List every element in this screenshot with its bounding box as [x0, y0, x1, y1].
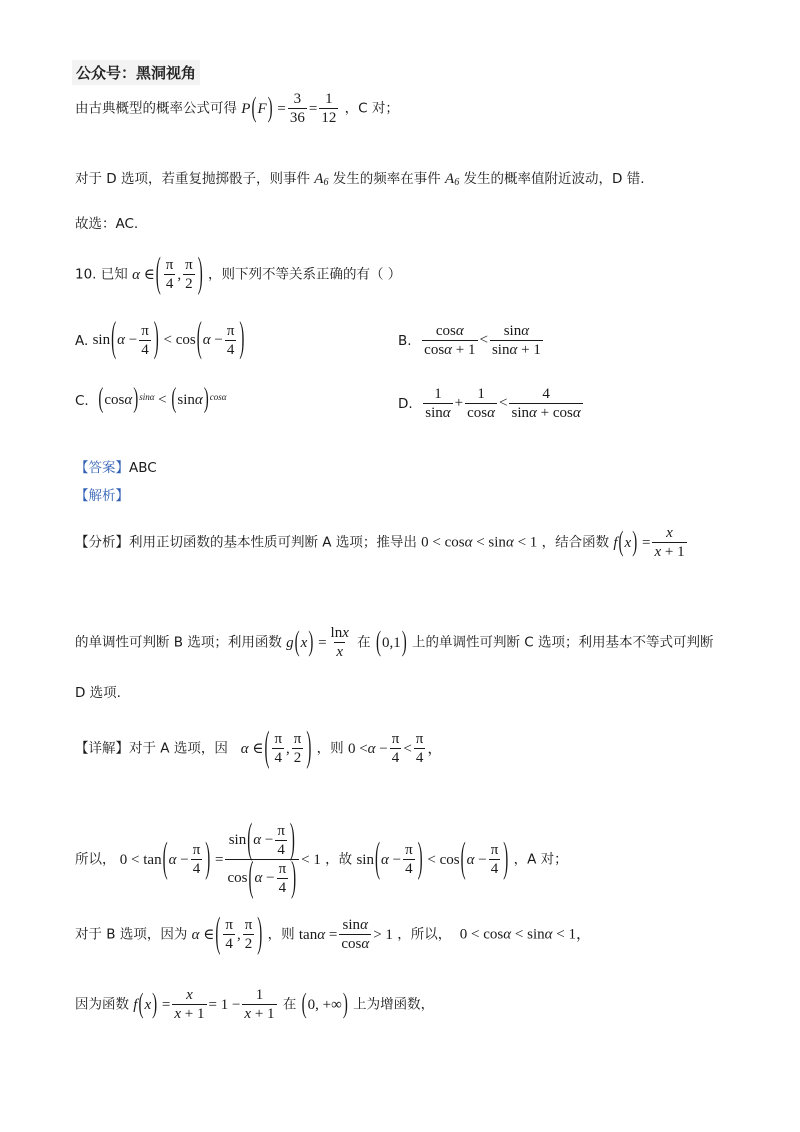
event-a6: $A_6$ — [445, 171, 460, 188]
text-segment: ，A 对； — [513, 851, 568, 868]
probability-line — [75, 90, 399, 127]
text-segment: 发生的概率值附近波动，D 错. — [463, 171, 645, 187]
option-label: D. — [398, 395, 413, 412]
watermark-header: 公众号：黑洞视角 — [72, 60, 200, 85]
option-label: A. — [75, 332, 89, 349]
text-segment: 所以， — [75, 851, 116, 868]
formula-cos-sin-bound: 0 < cosα < sinα < 1 — [421, 534, 538, 551]
detail-line-3 — [75, 912, 591, 957]
text-segment: 上的单调性可判断 C 选项；利用基本不等式可判断 — [412, 634, 714, 651]
option-label: C. — [75, 392, 89, 409]
text-segment: 对于 D 选项，若重复抛掷骰子，则事件 — [75, 171, 310, 187]
analysis-line-2 — [75, 624, 714, 661]
text-segment: 在 — [282, 996, 297, 1013]
formula-cos-sin-bound: 0 < cosα < sinα < 1， — [459, 926, 591, 943]
formula-interval-0-inf: (0, +∞) — [301, 989, 348, 1021]
formula-tan: 0 < tan ( α − $\frac{\pi}{4}$ ) = sin(α − $\frac{\pi}{4}$ ) cos(α − $\frac{\pi}{4}$ ) < 1 — [119, 818, 321, 901]
answer-label: 【答案】 — [75, 460, 129, 476]
text-segment: 【分析】利用正切函数的基本性质可判断 A 选项；推导出 — [75, 534, 417, 551]
text-segment: 【详解】对于 A 选项，因 — [75, 740, 228, 757]
text-segment: 因为函数 — [75, 996, 129, 1013]
detail-line-2 — [75, 818, 568, 901]
formula-tan-alpha: tan α = $\frac{\sin\alpha}{\cos\alpha}$ > 1 — [298, 917, 393, 952]
text-segment: ，C 对； — [344, 100, 399, 117]
answer-line — [75, 459, 157, 477]
formula-option-d: $\frac{1}{\sin\alpha}$ + $\frac{1}{\cos\alpha}$ < $\frac{4}{\sin\alpha + \cos\alpha}$ — [425, 386, 581, 421]
choice-line: 故选：AC. — [75, 216, 139, 232]
text-segment: ，结合函数 — [541, 534, 610, 551]
analysis-label: 【解析】 — [75, 488, 129, 504]
formula-interval-01: (0,1) — [375, 627, 407, 659]
option-a — [75, 316, 245, 362]
analysis-line-3: D 选项. — [75, 685, 121, 701]
formula-option-a: sin ( α − $\frac{\pi}{4}$ ) < cos ( α − $\frac{\pi}{4}$ ) — [356, 837, 509, 882]
formula-pf: P ( F ) = $\frac{3}{36}$ = $\frac{1}{12}$ — [241, 91, 337, 126]
text-segment: 的单调性可判断 B 选项；利用函数 — [75, 634, 282, 651]
text-segment: ，所以， — [397, 926, 452, 943]
text-segment: ，则下列不等关系正确的有（ ） — [208, 266, 402, 283]
analysis-line-1 — [75, 524, 689, 561]
formula-option-a: sin ( α − $\frac{\pi}{4}$ ) < cos ( α − $\frac{\pi}{4}$ ) — [92, 316, 245, 362]
detail-line-1 — [75, 726, 443, 771]
text-segment: ，则 — [316, 740, 344, 757]
event-a6: $A_6$ — [314, 171, 329, 188]
option-d — [398, 385, 585, 422]
detail-line-4 — [75, 986, 434, 1023]
text-segment: 10. 已知 — [75, 266, 128, 283]
formula-option-c: ( cos α ) sinα < ( sin α ) cosα — [98, 384, 227, 415]
option-label: B. — [398, 332, 412, 349]
text-segment: 在 — [357, 634, 371, 651]
formula-option-b: $\frac{\cos\alpha}{\cos\alpha + 1}$ < $\frac{\sin\alpha}{\sin\alpha + 1}$ — [424, 323, 541, 358]
formula-f-x: f ( x ) = $\frac{x}{x + 1}$ — [613, 525, 685, 560]
text-segment: 对于 B 选项，因为 — [75, 926, 188, 943]
answer-value: ABC — [129, 460, 157, 476]
formula-alpha-range: α ∈ ( $\frac{\pi}{4}$ , $\frac{\pi}{2}$ ) — [240, 726, 312, 771]
option-b — [398, 322, 545, 359]
option-c — [75, 384, 227, 415]
formula-f-x-expanded: f ( x ) = $\frac{x}{x + 1}$ = 1 − $\frac{1}{x + 1}$ — [133, 987, 275, 1022]
text-segment: 上为增函数， — [353, 996, 435, 1013]
text-segment: ，故 — [325, 851, 353, 868]
text-segment: 发生的频率在事件 — [332, 171, 441, 187]
text-segment: 由古典概型的概率公式可得 — [75, 100, 237, 117]
formula-alpha-minus-pi4: 0 < α − $\frac{\pi}{4}$ < $\frac{\pi}{4}$ ， — [347, 731, 443, 766]
option-d-explanation — [75, 170, 645, 188]
formula-g-x: g ( x ) = $\frac{\ln x}{x}$ — [286, 625, 349, 660]
text-segment: ，则 — [267, 926, 295, 943]
formula-alpha-range: α ∈ ( $\frac{\pi}{4}$ , $\frac{\pi}{2}$ ) — [132, 252, 203, 297]
question-10 — [75, 252, 402, 297]
formula-alpha-range: α ∈ ( $\frac{\pi}{4}$ , $\frac{\pi}{2}$ ) — [191, 912, 263, 957]
